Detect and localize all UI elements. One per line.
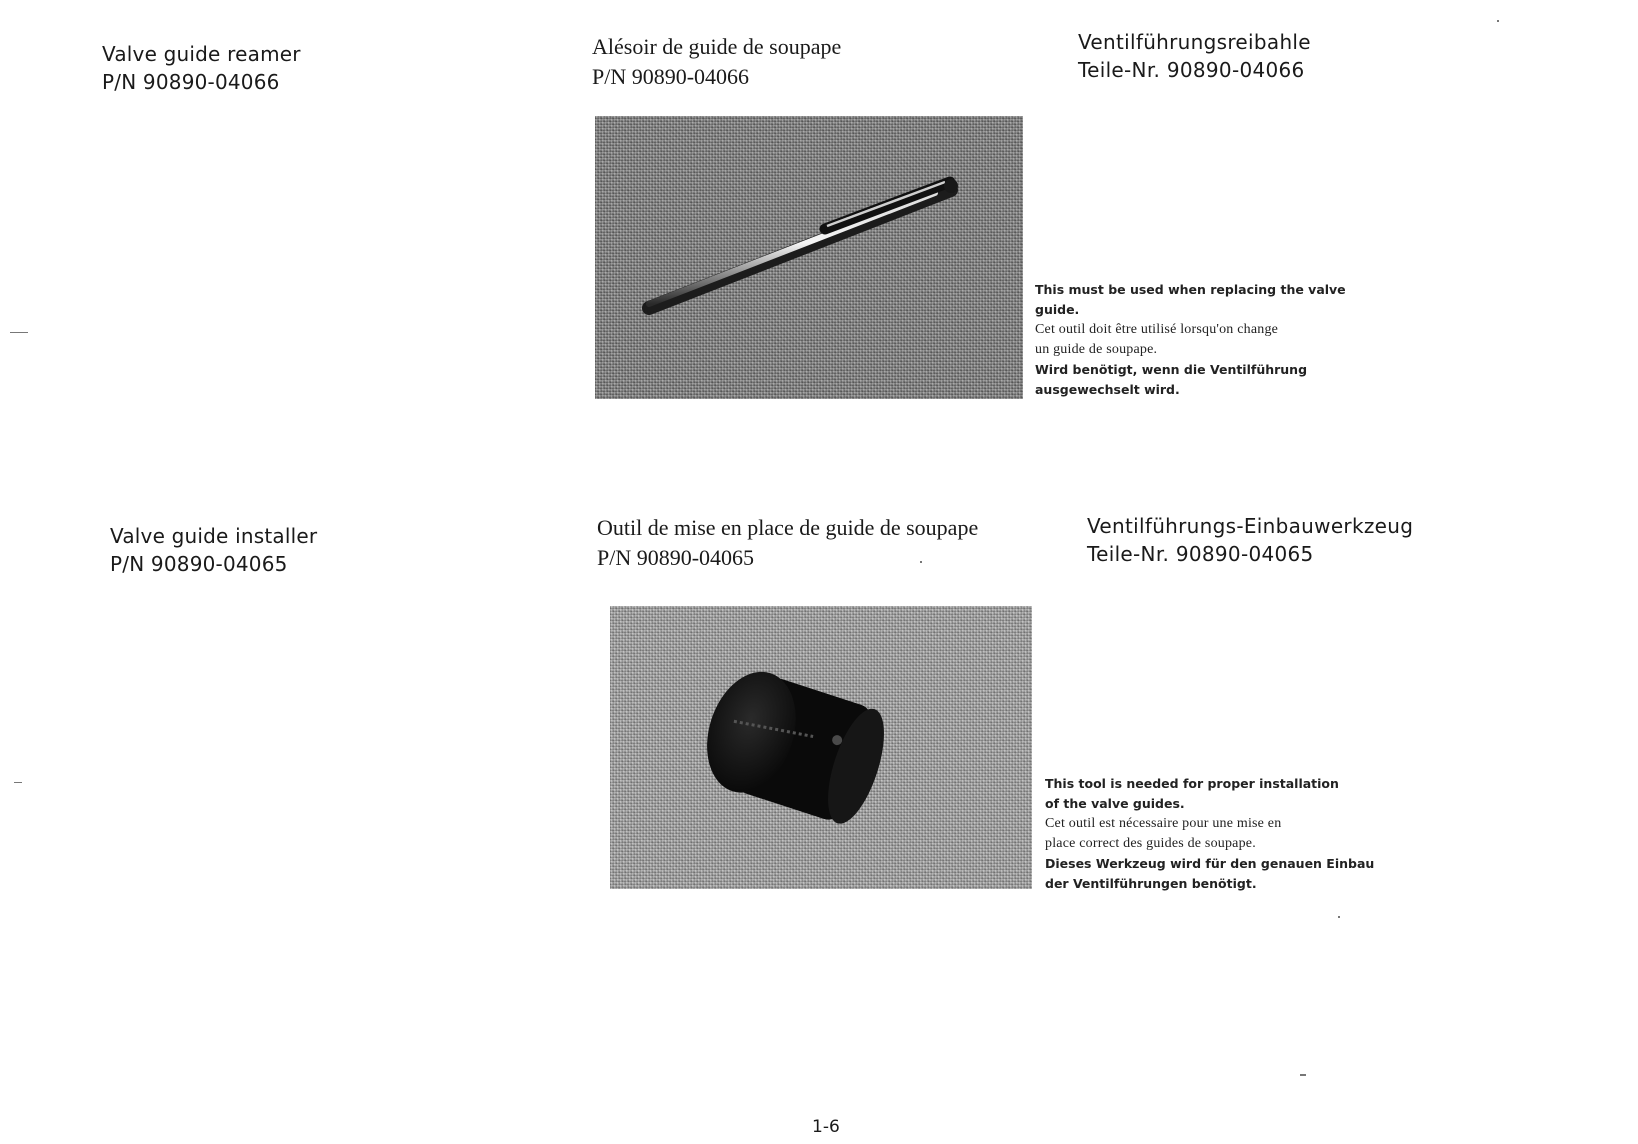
tool-description-installer (1045, 774, 1385, 894)
scan-speck (14, 782, 22, 783)
part-number-en: P/N 90890-04066 (102, 70, 280, 94)
part-number-de: Teile-Nr. 90890-04066 (1078, 58, 1305, 82)
description-fr-line-1: Cet outil doit être utilisé lorsqu'on change (1035, 322, 1279, 337)
description-en-line-2: of the valve guides. (1045, 796, 1185, 811)
description-de-line-1: Wird benötigt, wenn die Ventilführung (1035, 362, 1308, 377)
description-fr-line-2: place correct des guides de soupape. (1045, 836, 1256, 851)
tool-title-fr: Outil de mise en place de guide de soupape (597, 515, 979, 540)
description-en-line-2: guide. (1035, 302, 1080, 317)
tool-title-fr: Alésoir de guide de soupape (592, 34, 842, 59)
valve-guide-installer-photo (610, 606, 1032, 889)
description-fr-line-1: Cet outil est nécessaire pour une mise en (1045, 816, 1282, 831)
valve-guide-reamer-photo (595, 116, 1023, 399)
reamer-icon (595, 116, 1023, 399)
page-number: 1-6 (812, 1117, 840, 1137)
tool-title-en: Valve guide reamer (102, 42, 301, 66)
description-en-line-1: This tool is needed for proper installation (1045, 776, 1339, 791)
description-de-line-2: ausgewechselt wird. (1035, 382, 1180, 397)
scan-speck (1338, 916, 1340, 918)
description-de-line-2: der Ventilführungen benötigt. (1045, 876, 1257, 891)
part-number-en: P/N 90890-04065 (110, 552, 288, 576)
description-en-line-1: This must be used when replacing the valve (1035, 282, 1346, 297)
tool-title-en: Valve guide installer (110, 524, 318, 548)
scan-speck (10, 332, 28, 333)
installer-icon (610, 606, 1032, 889)
scan-speck (1300, 1074, 1306, 1076)
part-number-fr: P/N 90890-04066 (592, 64, 750, 89)
tool-description-reamer (1035, 280, 1365, 400)
tool-name-fr (597, 513, 978, 573)
scan-speck (1497, 20, 1499, 22)
tool-name-de (1087, 512, 1413, 568)
part-number-de: Teile-Nr. 90890-04065 (1087, 542, 1314, 566)
part-number-fr: P/N 90890-04065 (597, 545, 755, 570)
scan-speck (920, 561, 922, 563)
tool-title-de: Ventilführungs-Einbauwerkzeug (1087, 514, 1414, 538)
tool-name-de (1078, 28, 1311, 84)
description-fr-line-2: un guide de soupape. (1035, 342, 1158, 357)
tool-name-en (110, 522, 317, 578)
tool-name-fr (592, 32, 841, 92)
tool-name-en (102, 40, 301, 96)
tool-title-de: Ventilführungsreibahle (1078, 30, 1311, 54)
description-de-line-1: Dieses Werkzeug wird für den genauen Einbau (1045, 856, 1375, 871)
